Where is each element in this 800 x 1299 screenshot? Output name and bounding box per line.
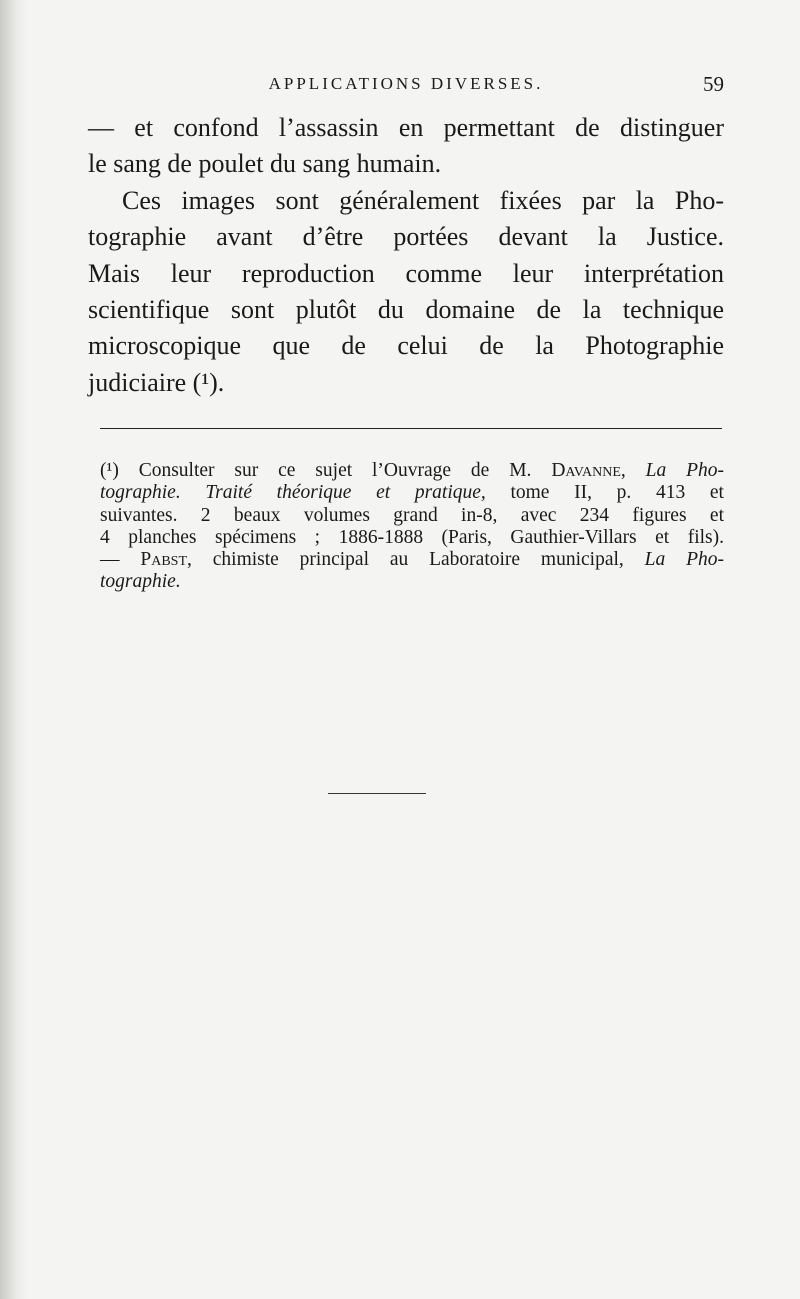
footnote-line: suivantes. 2 beaux volumes grand in-8, avec 234 figures et bbox=[100, 504, 724, 526]
book-title: tographie. bbox=[100, 571, 181, 593]
author-name: Davanne bbox=[551, 460, 621, 481]
running-title: APPLICATIONS DIVERSES. bbox=[268, 74, 544, 93]
body-text bbox=[88, 110, 724, 401]
end-rule bbox=[328, 793, 426, 794]
book-title: tographie. Traité théorique et pratique, bbox=[100, 482, 486, 504]
body-line: — et confond l’assassin en permettant de distinguer bbox=[88, 113, 724, 142]
book-title: La Pho- bbox=[644, 549, 725, 571]
footnote-line: — Pabst, chimiste principal au Laboratoire municipal, La Pho- bbox=[100, 549, 725, 571]
footnote bbox=[100, 460, 724, 594]
body-line: microscopique que de celui de la Photographie bbox=[88, 331, 724, 361]
page-edge-shadow bbox=[0, 0, 28, 1299]
body-line: tographie avant d’être portées devant la Justice. bbox=[88, 222, 724, 252]
body-line: scientifique sont plutôt du domaine de la technique bbox=[88, 295, 724, 325]
body-line: Ces images sont généralement fixées par la Pho- bbox=[122, 185, 724, 215]
footnote-marker: (¹) bbox=[100, 460, 119, 481]
footnote-line bbox=[100, 571, 724, 593]
body-line: judiciaire (¹). bbox=[88, 367, 225, 397]
page-number: 59 bbox=[703, 72, 724, 96]
author-name: Pabst bbox=[140, 549, 188, 571]
body-line: le sang de poulet du sang humain. bbox=[88, 149, 442, 179]
book-title: La Pho- bbox=[645, 460, 725, 481]
page-header bbox=[88, 74, 724, 98]
footnote-separator bbox=[100, 428, 722, 429]
body-line: Mais leur reproduction comme leur interprétation bbox=[88, 258, 724, 288]
footnote-line: tographie. Traité théorique et pratique, tome II, p. 413 et bbox=[100, 482, 724, 504]
footnote-line: 4 planches spécimens ; 1886-1888 (Paris, Gauthier-Villars et fils). bbox=[100, 526, 724, 548]
footnote-line: (¹) Consulter sur ce sujet l’Ouvrage de M. Davanne, La Pho- bbox=[100, 460, 725, 481]
